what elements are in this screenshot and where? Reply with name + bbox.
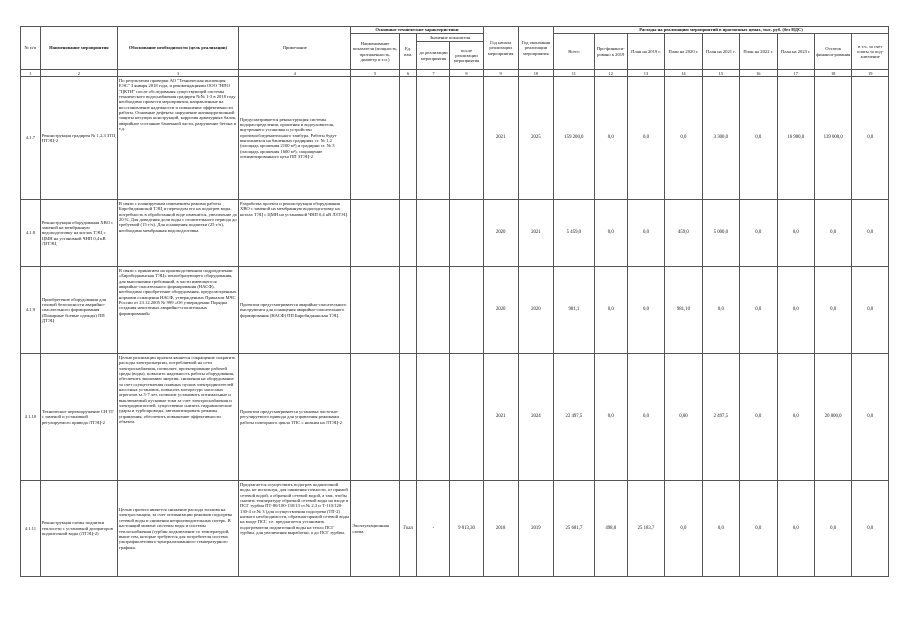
header-plan-2020: План на 2020 г. <box>665 34 702 70</box>
col-number: 13 <box>627 70 664 77</box>
row-before <box>417 77 450 200</box>
row-total: 25 681,7 <box>554 481 595 577</box>
row-note: Разработка проекта и реконструкция оборудования ХВО с заменой на мембранную водоподготовку на котлах ТЭЦ с ЦМН на установкой ЧНП 0,4 кВ ЛЗТЭЦ <box>239 200 351 267</box>
row-plan-2021: 5 000,0 <box>702 200 739 267</box>
row-after <box>450 77 483 200</box>
row-after: 9 013,30 <box>450 481 483 577</box>
row-prefinanced: 0,0 <box>594 77 627 200</box>
row-year-start: 2020 <box>483 200 518 267</box>
col-number: 16 <box>740 70 777 77</box>
row-plan-2019: 25 183,7 <box>627 481 664 577</box>
row-year-end: 2021 <box>518 200 553 267</box>
header-note: Примечание <box>239 27 351 70</box>
row-plan-2022: 0,0 <box>740 77 777 200</box>
col-number: 10 <box>518 70 553 77</box>
header-unit: Ед. изм. <box>399 34 417 70</box>
row-year-start: 2020 <box>483 267 518 354</box>
row-plan-2022: 0,0 <box>740 267 777 354</box>
col-number: 1 <box>21 70 41 77</box>
header-value-group: Значение показателя <box>417 34 483 42</box>
investment-program-table-sheet <box>20 26 889 577</box>
row-note: Предусматривается реконструкция системы водораспределения, орошения и водоуловителя, внутреннего установка и устройство противообледенительного тамбура. Работы будут выполняться на башенных градирнях ст. № 1,2 (площадь орошения 2100 м²) и градирни ст. № 3 (площадь орошения 1600 м²), сокращение оптимизированного цеха ПП ЗТЭЦ-2 <box>239 77 351 200</box>
row-plan-2022: 0,0 <box>740 354 777 481</box>
table-row <box>21 77 889 200</box>
row-plan-2023: 16 900,0 <box>777 77 814 200</box>
row-incl-fee: 0,0 <box>852 77 889 200</box>
row-plan-2022: 0,0 <box>740 200 777 267</box>
header-year-end: Год окончания реализации мероприятия <box>518 27 553 70</box>
row-num: 4.1.9 <box>21 267 41 354</box>
row-note: Проектом предусматривается установка частотно-регулируемого привода для управления режимами работы повторного цикла ТПС с низким на ЛТЭЦ-2 <box>239 354 351 481</box>
col-number: 6 <box>399 70 417 77</box>
row-remainder: 139 000,0 <box>814 77 851 200</box>
row-before: - <box>417 481 450 577</box>
row-prefinanced: 0,0 <box>594 354 627 481</box>
header-year-start: Год начала реализации мероприятия <box>483 27 518 70</box>
row-plan-2021: 3 300,0 <box>702 77 739 200</box>
row-plan-2023: 0,0 <box>777 267 814 354</box>
row-num: 4.1.10 <box>21 354 41 481</box>
header-tech-group: Основные технические характеристики <box>351 27 483 34</box>
row-measure-name: Реконструкция градирен № 1,2,3 ЗТЦ ПТЭЦ-2 <box>40 77 117 200</box>
column-number-row <box>21 70 889 77</box>
col-number: 4 <box>239 70 351 77</box>
table-row <box>21 200 889 267</box>
row-unit: Гкал <box>399 481 417 577</box>
row-note: Проектом предусматривается аварийно-спасательного инструмента для оснащения аварийно-спасательного формирования (НАСФ) ПП Биробиджанская ТЭЦ. <box>239 267 351 354</box>
row-measure-name: Приобретение оборудования для газовой безопасности аварийно-спасательного формирования (Пожарные боевые одежды) ПП ДТЭЦ <box>40 267 117 354</box>
row-plan-2019: 0,0 <box>627 77 664 200</box>
table-row <box>21 354 889 481</box>
header-measure-name: Наименование мероприятия <box>40 27 117 70</box>
row-plan-2020: 0,0 <box>665 77 702 200</box>
row-year-end: 2020 <box>518 267 553 354</box>
row-remainder: 0,0 <box>814 267 851 354</box>
row-plan-2019: 0,0 <box>627 354 664 481</box>
col-number: 9 <box>483 70 518 77</box>
col-number: 12 <box>594 70 627 77</box>
header-plan-2019: План на 2019 г. <box>627 34 664 70</box>
row-plan-2020: 459,0 <box>665 200 702 267</box>
row-plan-2021: 0,0 <box>702 267 739 354</box>
row-tech-name <box>351 200 399 267</box>
col-number: 7 <box>417 70 450 77</box>
row-before <box>417 354 450 481</box>
header-prefinanced: Про-финанси-ровано к 2019 <box>594 34 627 70</box>
col-number: 2 <box>40 70 117 77</box>
row-measure-name: Техническое перевооружение СН ТГ с заменой и установкой регулируемого привода ЛТЭЦ-2 <box>40 354 117 481</box>
row-note: Предлагается осуществить подогрев подпиточной воды, не используя, для снижения точности, от прямой сетевой водой, а обратной сетевой водой, а там, чтобы снизить температуру обратной сетевой воды на входе в ПСГ турбин ПТ-80/100-130/13 ст.№ 2,3 и Т-110/120-130-4 ст.№ 3 (для осуществления подогрева (ТП-2) низкого необходимости, обратная-прямой сетевой воды на входе ПСГ, т.е. предлагается установить подогреватели подпиточной воды на тепло ПСГ турбин, для увеличения выработки, а до ПСГ турбин. <box>239 481 351 577</box>
row-year-start: 2018 <box>483 481 518 577</box>
row-plan-2021: 2 497,5 <box>702 354 739 481</box>
row-incl-fee: 0,0 <box>852 200 889 267</box>
row-justification: По результатам проверки АО "Техническая инспекция ЕЭС" 3 января 2018 года, и рекомендациями ООО "НПО "ЦКТИ" после обследования существующей системы технического водоснабжения градирен №№ 1-3 в 2018 году необходимо провести мероприятия, направленные на восстановление надежности и повышение эффективности работы. Основные дефекты: нарушение антикоррозионной защиты несущих конструкций, коррозия арматурных балок, аварийное состояние башенной части, разрушение бетона и т.д. <box>117 77 238 200</box>
header-remainder: Остаток финанси-рования <box>814 34 851 70</box>
row-remainder: 0,0 <box>814 200 851 267</box>
row-unit <box>399 354 417 481</box>
row-num: 4.1.11 <box>21 481 41 577</box>
header-incl-fee: в т.ч. за счет платы за под-ключение <box>852 34 889 70</box>
row-year-start: 2021 <box>483 354 518 481</box>
row-total: 981,1 <box>554 267 595 354</box>
row-justification: Целью реализации проекта является сокращение сократить расходы электроэнергии, потребляемой на сети электроснабжения, позволяет, проектирование рабочей среды (воды), повысить надежность работы оборудования, обеспечить экономию энергии, снижения на оборудование за счет осуществления плавных пусков электродвигателей насосных установок, повысить моторесурс насосных агрегатов за 5-7 лет, позволит установить оптимальные и выключаемый пусковые токи за счет электроснабжения и электродвигателей, существенно снизить гидравлические удары и турбопроводы, автоматизировать режимы управления, обеспечить повышение эффективности объекта. <box>117 354 238 481</box>
row-prefinanced: 498,0 <box>594 481 627 577</box>
row-tech-name <box>351 77 399 200</box>
row-unit <box>399 267 417 354</box>
header-tech-name: Наименование показателя (мощность, протяженность, диаметр и т.п.) <box>351 34 399 70</box>
row-plan-2020: 0,0 <box>665 481 702 577</box>
row-justification: В связи с принятием на производственном подразделении «Биробиджанская ТЭЦ» пенообразующего оборудования, для выполнения требований, в части имеющегося аварийно-спасательного формирования (НАСФ), необходимо приобретение оборудования, предусмотренных нормами оснащения НАСФ, утвержденных Приказом МЧС России от 23.12.2005 № 999 «Об утверждении Порядка создания нештатных аварийно-спасательных формирований» <box>117 267 238 354</box>
row-total: 159 200,0 <box>554 77 595 200</box>
row-num: 4.1.8 <box>21 200 41 267</box>
row-remainder: 20 000,0 <box>814 354 851 481</box>
header-before: до реализации мероприятия <box>417 42 450 70</box>
row-before <box>417 267 450 354</box>
row-justification: Целью проекта является снижение расхода топлива на электростанции, за счет оптимизации режимов подогрева сетевой воды и снижения непроизводительных потерь. В настоящий момент системы воды и системы теплоснабжения (турбин подключение со температурой, выше тем, которые требуются для потребителя система ультрафиолетового-централизованного температурного графика. <box>117 481 238 577</box>
col-number: 19 <box>852 70 889 77</box>
row-plan-2020: 0,00 <box>665 354 702 481</box>
header-num: № п/п <box>21 27 41 70</box>
row-year-end: 2024 <box>518 354 553 481</box>
row-plan-2022: 0,0 <box>740 481 777 577</box>
col-number: 11 <box>554 70 595 77</box>
header-justification: Обоснование необходимости (цель реализации) <box>117 27 238 70</box>
row-after <box>450 200 483 267</box>
col-number: 18 <box>814 70 851 77</box>
row-total: 5 459,0 <box>554 200 595 267</box>
row-plan-2021: 0,0 <box>702 481 739 577</box>
col-number: 15 <box>702 70 739 77</box>
header-cost-group: Расходы на реализацию мероприятий в прогнозных ценах, тыс. руб. (без НДС) <box>554 27 889 34</box>
row-plan-2023: 0,0 <box>777 481 814 577</box>
row-unit <box>399 200 417 267</box>
row-justification: В связи с планируемым изменением режима работы Биробиджанской ТЭЦ и переходом его на подогрев воды, потребность в обработанной воде изменится, увеличение до 20 %. Для доведения доли воды с отопительного периода до требуемой (15 т/ч). Для оснащения подпитки (25 т/ч), необходима мембранная водоподготовка. <box>117 200 238 267</box>
table-row <box>21 267 889 354</box>
row-plan-2023: 0,0 <box>777 354 814 481</box>
col-number: 14 <box>665 70 702 77</box>
row-incl-fee: 0,0 <box>852 267 889 354</box>
row-year-start: 2021 <box>483 77 518 200</box>
row-tech-name <box>351 354 399 481</box>
row-incl-fee: 0,0 <box>852 354 889 481</box>
measures-table <box>20 26 889 577</box>
row-num: 4.1.7 <box>21 77 41 200</box>
row-plan-2019: 0,0 <box>627 200 664 267</box>
row-incl-fee: 0,0 <box>852 481 889 577</box>
col-number: 3 <box>117 70 238 77</box>
row-measure-name: Реконструкция схемы подпитки теплосети с установкой деаэраторов подпиточной воды (ЛТЭЦ-2) <box>40 481 117 577</box>
header-plan-2022: План на 2022 г. <box>740 34 777 70</box>
row-year-end: 2019 <box>518 481 553 577</box>
row-after <box>450 354 483 481</box>
header-plan-2021: План на 2021 г. <box>702 34 739 70</box>
row-after <box>450 267 483 354</box>
table-row <box>21 481 889 577</box>
col-number: 8 <box>450 70 483 77</box>
row-plan-2023: 0,0 <box>777 200 814 267</box>
row-tech-name <box>351 267 399 354</box>
row-tech-name: Эксплуатационная схема <box>351 481 399 577</box>
header-total: Всего <box>554 34 595 70</box>
row-prefinanced: 0,0 <box>594 200 627 267</box>
col-number: 17 <box>777 70 814 77</box>
row-unit <box>399 77 417 200</box>
row-plan-2020: 981,10 <box>665 267 702 354</box>
row-measure-name: Реконструкция оборудования ХВО с заменой на мембранную водоподготовку на котлах ТЭЦ с ЦМН на установкой ЧНП 0,4 кВ ЛЗТЭЦ <box>40 200 117 267</box>
row-remainder: 0,0 <box>814 481 851 577</box>
col-number: 5 <box>351 70 399 77</box>
row-prefinanced: 0,0 <box>594 267 627 354</box>
row-before <box>417 200 450 267</box>
row-total: 22 497,5 <box>554 354 595 481</box>
row-year-end: 2025 <box>518 77 553 200</box>
header-plan-2023: План на 2023 г. <box>777 34 814 70</box>
row-plan-2019: 0,0 <box>627 267 664 354</box>
header-after: после реализации мероприятия <box>450 42 483 70</box>
